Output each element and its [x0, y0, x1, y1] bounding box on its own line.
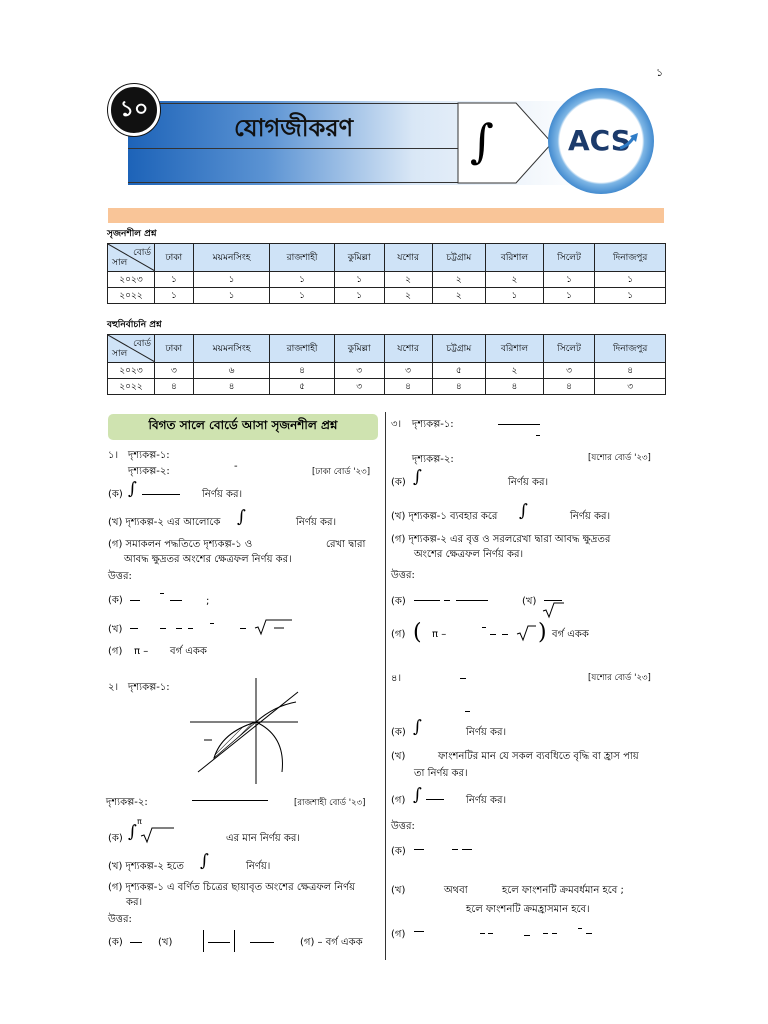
board-header: চট্টগ্রাম: [432, 335, 486, 363]
sqrt-icon: [542, 601, 566, 619]
answer-part: (খ): [522, 596, 537, 607]
integral-sign: ∫: [413, 785, 422, 805]
subpart-text: (খ) দৃশ্যকল্প-২ এর আলোকে: [108, 517, 221, 528]
count-cell: ৩: [595, 379, 666, 395]
upper-limit: π: [137, 817, 142, 826]
board-header: ময়মনসিংহ: [193, 335, 270, 363]
answer-part: (ক): [391, 846, 406, 857]
sqrt-icon: [140, 826, 176, 844]
answer-part: (ক): [108, 595, 123, 606]
fraction-bar: [160, 593, 164, 594]
logo-arrow-icon: [618, 132, 640, 150]
subpart-text: অংশের ক্ষেত্রফল নির্ণয় কর।: [414, 549, 524, 560]
subpart-text: কর।: [126, 897, 143, 908]
fraction-bar: [490, 634, 496, 635]
count-cell: ৩: [334, 363, 384, 379]
integral-sign: ∫: [200, 851, 209, 871]
formula-dash: [465, 711, 470, 712]
shaded-area-graph: [186, 676, 302, 788]
subpart-text: রেখা দ্বারা: [326, 539, 366, 550]
fraction-bar: [480, 933, 485, 934]
board-header: দিনাজপুর: [595, 335, 666, 363]
year-cell: ২০২২: [108, 379, 155, 395]
fraction-bar: [482, 627, 486, 628]
fraction-bar: [170, 600, 182, 601]
answer-part: (গ) – বর্গ একক: [300, 937, 363, 948]
board-reference: [রাজশাহী বোর্ড '২৩]: [294, 798, 366, 808]
year-cell: ২০২২: [108, 288, 155, 304]
formula-line: [498, 424, 540, 425]
fraction-bar: [160, 628, 166, 629]
count-cell: ১: [270, 288, 334, 304]
answer-expression: π –: [432, 629, 447, 640]
count-cell: ৫: [270, 379, 334, 395]
board-header: রাজশাহী: [270, 244, 334, 272]
answer-part: (গ): [391, 929, 406, 940]
subpart-instruction: নির্ণয় কর।: [202, 489, 243, 500]
fraction-bar: [130, 600, 140, 601]
eval-bar: [234, 930, 235, 952]
board-header: সিলেট: [543, 244, 595, 272]
board-header: যশোর: [384, 335, 432, 363]
count-cell: ২: [486, 272, 544, 288]
table-row: [108, 363, 666, 379]
subpart-text: আবদ্ধ ক্ষুদ্রতর অংশের ক্ষেত্রফল নির্ণয় কর।: [124, 554, 292, 565]
count-cell: ২: [486, 363, 544, 379]
board-header: চট্টগ্রাম: [432, 244, 486, 272]
count-cell: ৪: [193, 379, 270, 395]
subpart-label: (ক): [391, 727, 406, 738]
table-row: [108, 272, 666, 288]
formula-line: [192, 800, 268, 801]
count-cell: ৫: [432, 363, 486, 379]
fraction-bar: [414, 600, 440, 601]
fraction-bar: [543, 933, 548, 934]
answer-text: হলে ফাংশনটি ক্রমবর্ধমান হবে ;: [502, 885, 624, 896]
question-number: ৪।: [391, 673, 402, 684]
board-header: ঢাকা: [155, 335, 194, 363]
count-cell: ১: [595, 272, 666, 288]
integral-symbol: ∫: [470, 114, 494, 168]
subpart-instruction: এর মান নির্ণয় কর।: [226, 833, 300, 844]
subpart-label: (ক): [391, 477, 406, 488]
subpart-instruction: নির্ণয় কর।: [466, 727, 507, 738]
fraction-bar: [142, 494, 180, 495]
question-number: ৩।: [391, 419, 402, 430]
creative-stats-table: [107, 243, 666, 304]
formula-dash: [460, 678, 466, 679]
answer-part: (ক): [108, 937, 123, 948]
scenario-label: দৃশ্যকল্প-১:: [412, 419, 454, 430]
mcq-table-label: বহুনির্বাচনি প্রশ্ন: [107, 320, 162, 330]
fraction-bar: [578, 928, 582, 929]
answer-label: উত্তর:: [391, 570, 415, 581]
answer-part: (গ): [108, 646, 123, 657]
board-header: রাজশাহী: [270, 335, 334, 363]
scenario-label: দৃশ্যকল্প-১:: [128, 682, 170, 693]
answer-expression: π –: [134, 646, 149, 657]
fraction-bar: [426, 799, 444, 800]
integral-sign: ∫: [128, 822, 137, 842]
integral-sign: ∫: [237, 507, 246, 527]
count-cell: ১: [193, 288, 270, 304]
count-cell: ১: [334, 272, 384, 288]
subpart-label: (ক): [108, 833, 123, 844]
table-header-row: [108, 244, 666, 272]
subpart-label: (গ): [391, 795, 406, 806]
fraction-bar: [240, 628, 246, 629]
page-number: ১: [656, 66, 664, 79]
year-cell: ২০২৩: [108, 272, 155, 288]
subpart-instruction: নির্ণয় কর।: [508, 477, 549, 488]
fraction-bar: [414, 931, 424, 932]
count-cell: ৪: [155, 379, 194, 395]
scenario-label: দৃশ্যকল্প-২:: [106, 797, 148, 808]
answer-connector: অথবা: [444, 885, 468, 896]
year-cell: ২০২৩: [108, 363, 155, 379]
count-cell: ৬: [193, 363, 270, 379]
subpart-text: (গ) সমাকলন পদ্ধতিতে দৃশ্যকল্প-১ ও: [108, 539, 253, 550]
scenario-label: দৃশ্যকল্প-১:: [128, 450, 170, 461]
count-cell: ২: [432, 272, 486, 288]
count-cell: ২: [384, 288, 432, 304]
answer-unit: বর্গ একক: [552, 629, 589, 640]
subpart-instruction: নির্ণয় কর।: [466, 795, 507, 806]
answer-text: হলে ফাংশনটি ক্রমহ্রাসমান হবে।: [466, 904, 590, 915]
board-reference: [যশোর বোর্ড '২৩]: [588, 673, 651, 683]
count-cell: ৪: [595, 363, 666, 379]
board-header: সিলেট: [543, 335, 595, 363]
count-cell: ১: [193, 272, 270, 288]
chapter-number-badge: ১০: [108, 84, 160, 136]
answer-part: (গ): [391, 629, 406, 640]
answer-unit: বর্গ একক: [170, 646, 207, 657]
column-divider: [385, 412, 386, 960]
question-number: ২।: [108, 682, 119, 693]
count-cell: ১: [155, 272, 194, 288]
fraction-bar: [462, 849, 472, 850]
subpart-text: তা নির্ণয় কর।: [414, 768, 468, 779]
fraction-bar: [444, 600, 450, 601]
fraction-bar: [130, 628, 138, 629]
count-cell: ৩: [155, 363, 194, 379]
answer-part: (খ): [391, 885, 406, 896]
subpart-text: (খ) দৃশ্যকল্প-১ ব্যবহার করে: [391, 511, 498, 522]
fraction-bar: [188, 628, 193, 629]
count-cell: ১: [155, 288, 194, 304]
board-header: যশোর: [384, 244, 432, 272]
count-cell: ১: [595, 288, 666, 304]
creative-table-label: সৃজনশীল প্রশ্ন: [107, 229, 157, 239]
board-reference: [ঢাকা বোর্ড '২৩]: [312, 467, 371, 477]
integral-sign: ∫: [413, 717, 422, 737]
corner-year-label: সাল: [112, 349, 128, 359]
count-cell: ১: [486, 288, 544, 304]
answer-part: (খ): [158, 937, 173, 948]
count-cell: ১: [543, 272, 595, 288]
subpart-instruction: নির্ণয় কর।: [570, 511, 611, 522]
close-paren: ): [538, 620, 547, 645]
mcq-stats-table: [107, 334, 666, 395]
answer-label: উত্তর:: [391, 821, 415, 832]
fraction-bar: [552, 933, 557, 934]
count-cell: ২: [384, 272, 432, 288]
count-cell: ২: [432, 288, 486, 304]
count-cell: ৪: [384, 379, 432, 395]
count-cell: ৪: [270, 363, 334, 379]
board-header: কুমিল্লা: [334, 244, 384, 272]
count-cell: ৪: [486, 379, 544, 395]
fraction-bar: [502, 634, 508, 635]
subpart-text: ফাংশনটির মান যে সকল ব্যবধিতে বৃদ্ধি বা হ্রাস পায়: [438, 751, 639, 762]
table-corner-cell: [108, 244, 155, 272]
formula-dash: -: [234, 461, 238, 472]
count-cell: ৪: [543, 379, 595, 395]
answer-label: উত্তর:: [108, 914, 132, 925]
count-cell: ৩: [384, 363, 432, 379]
scenario-label: দৃশ্যকল্প-২:: [128, 466, 170, 477]
subpart-text: (গ) দৃশ্যকল্প-১ এ বর্ণিত চিত্রের ছায়াবৃত অংশের ক্ষেত্রফল নির্ণয়: [108, 882, 356, 893]
board-header: ঢাকা: [155, 244, 194, 272]
integral-sign: ∫: [519, 501, 528, 521]
board-header: দিনাজপুর: [595, 244, 666, 272]
sqrt-icon: [254, 618, 294, 636]
table-row: [108, 288, 666, 304]
section-title: বিগত সালে বোর্ডে আসা সৃজনশীল প্রশ্ন: [108, 414, 378, 440]
formula-dash: [536, 435, 540, 436]
corner-board-label: বোর্ড: [133, 339, 151, 349]
board-header: বরিশাল: [486, 335, 544, 363]
fraction-bar: [130, 942, 142, 943]
corner-board-label: বোর্ড: [133, 248, 151, 258]
fraction-bar: [208, 942, 230, 943]
orange-divider-bar: [108, 208, 664, 223]
fraction-bar: [176, 628, 182, 629]
count-cell: ১: [543, 288, 595, 304]
fraction-bar: [250, 942, 274, 943]
subpart-label: (খ): [391, 751, 406, 762]
chapter-title: যোগজীকরণ: [234, 114, 354, 142]
subpart-instruction: নির্ণয়।: [246, 861, 271, 872]
eval-bar: [203, 930, 204, 952]
subpart-label: (ক): [108, 489, 123, 500]
table-header-row: [108, 335, 666, 363]
count-cell: ১: [270, 272, 334, 288]
table-corner-cell: [108, 335, 155, 363]
question-number: ১।: [108, 450, 119, 461]
fraction-bar: [586, 933, 592, 934]
answer-separator: ;: [206, 596, 210, 607]
count-cell: ৩: [543, 363, 595, 379]
answer-part: (ক): [391, 596, 406, 607]
board-header: কুমিল্লা: [334, 335, 384, 363]
fraction-bar: [488, 933, 493, 934]
subpart-instruction: নির্ণয় কর।: [296, 517, 337, 528]
count-cell: ৪: [432, 379, 486, 395]
board-reference: [যশোর বোর্ড '২৩]: [588, 453, 651, 463]
integral-sign: ∫: [128, 479, 137, 499]
subpart-text: (খ) দৃশ্যকল্প-২ হতে: [108, 861, 184, 872]
answer-part: (খ): [108, 624, 123, 635]
table-row: [108, 379, 666, 395]
sqrt-icon: [516, 624, 538, 642]
count-cell: ১: [334, 288, 384, 304]
fraction-bar: [524, 935, 530, 936]
fraction-bar: [452, 849, 458, 850]
integral-sign: ∫: [413, 467, 422, 487]
scenario-label: দৃশ্যকল্প-২:: [412, 454, 454, 465]
board-header: বরিশাল: [486, 244, 544, 272]
fraction-bar: [456, 600, 488, 601]
fraction-bar: [414, 849, 424, 850]
fraction-bar: [210, 623, 214, 624]
open-paren: (: [413, 620, 422, 645]
corner-year-label: সাল: [112, 258, 128, 268]
acs-logo: ACS: [568, 124, 631, 157]
answer-label: উত্তর:: [108, 571, 132, 582]
board-header: ময়মনসিংহ: [193, 244, 270, 272]
count-cell: ৩: [334, 379, 384, 395]
subpart-text: (গ) দৃশ্যকল্প-২ এর বৃত্ত ও সরলরেখা দ্বারা আবদ্ধ ক্ষুদ্রতর: [391, 534, 611, 545]
